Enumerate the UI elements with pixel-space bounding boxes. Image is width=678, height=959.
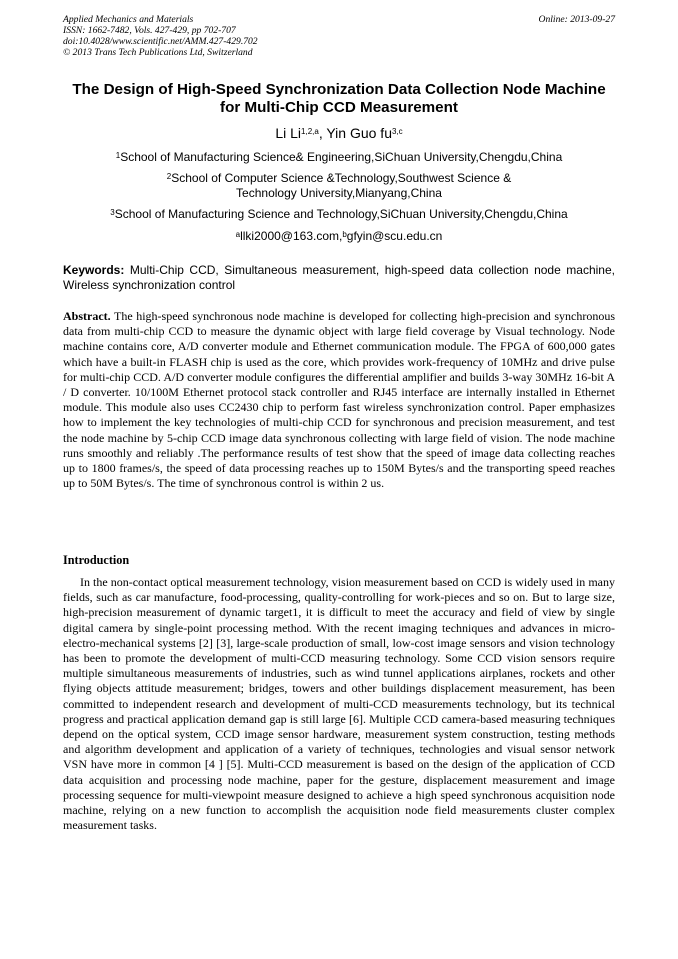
affiliation-text: School of Manufacturing Science and Technology,SiChuan University,Chengdu,China: [114, 207, 568, 221]
affiliation-text: School of Manufacturing Science& Engineering,SiChuan University,Chengdu,China: [120, 150, 563, 164]
abstract-text: The high-speed synchronous node machine is developed for collecting high-precision and synchronous data from multi-chip CCD to measure the dynamic object with large field coverage by Visual technology. Node machine contains core, A/D converter module and Ethernet communication module. The FPGA of 600,000 gates which have a built-in FLASH chip is used as the core, which provides work-frequency of 10MHz and drive pulse for multi-chip CCD. A/D converter module configures the differential amplifier and builds 3-way 30MHz 16-bit A / D converter. 10/100M Ethernet protocol stack controller and RJ45 interface are internally installed in Ethernet module. This module also uses CC2430 chip to perform fast wireless synchronization control. Paper emphasizes how to implement the key technologies of multi-chip CCD for synchronous and precision measurement, and test the node machine by 5-chip CCD image data synchronous collecting with large field of vision. The node machine runs smoothly and reliably .The performance results of test show that the speed of image data collecting reaches up to 1800 frames/s, the speed of data processing reaches up to 150M Bytes/s and the transporting speed reaches up to 50M Bytes/s. The time of synchronous control is within 2 us.: [63, 309, 615, 491]
affiliation-mark: 2: [166, 172, 172, 181]
author-affiliation-mark: 1,2,a: [301, 127, 319, 136]
journal-header: [63, 14, 615, 58]
keywords-text: Multi-Chip CCD, Simultaneous measurement, high-speed data collection node machine, Wireless synchronization control: [63, 263, 615, 292]
abstract-label: Abstract.: [63, 309, 111, 323]
email-mark: a: [235, 230, 241, 239]
email-address: gfyin@scu.edu.cn: [346, 229, 443, 243]
doi-line: doi:10.4028/www.scientific.net/AMM.427-429.702: [63, 36, 258, 47]
author-emails: [63, 229, 615, 244]
copyright-line: © 2013 Trans Tech Publications Ltd, Switzerland: [63, 47, 253, 58]
affiliation-text: School of Computer Science &Technology,Southwest Science & Technology University,Mianyang,China: [171, 171, 512, 200]
email-mark: b: [342, 230, 347, 239]
author-affiliation-mark: 3,c: [391, 127, 403, 136]
affiliation-1: [63, 150, 615, 165]
affiliation-mark: 3: [110, 208, 115, 217]
affiliation-3: [63, 207, 615, 222]
paper-title: The Design of High-Speed Synchronization Data Collection Node Machine for Multi-Chip CCD Measurement: [72, 81, 606, 116]
issn-line: ISSN: 1662-7482, Vols. 427-429, pp 702-707: [63, 25, 236, 36]
keywords-paragraph: [63, 263, 615, 293]
introduction-paragraph: In the non-contact optical measurement technology, vision measurement based on CCD is widely used in many fields, such as car manufacture, food-processing, quality-controlling for work-pieces and so on. But to large size, high-precision measurement of dynamic target1, it is difficult to meet the accuracy and field of view by single digital camera by single-point processing method. With the recent imaging techniques and advances in micro-electro-mechanical systems [2] [3], large-scale production of small, low-cost image sensors and vision technology has been to promote the development of multi-CCD measuring technology. Some CCD vision sensors require multiple simultaneous measurements of industries, such as wind tunnel applications airplanes, rockets and other flying objects attitude measurement; bridges, towers and other buildings displacement measurement, has been committed to independent research and development of multi-CCD measurements technology, but its technical progress and practical application demand gap is still large [6]. Multiple CCD camera-based measuring techniques depend on the optical system, CCD image sensor hardware, measurement system construction, testing methods and algorithm development and application of a variety of techniques, technologies and visual sensor network VSN have more in common [4 ] [5]. Multi-CCD measurement is based on the design of the application of CCD data acquisition and processing node machine, paper for the gesture, displacement measurement and image processing sequence for multi-viewpoint measure designed to achieve a high speed synchronous acquisition node machine, relying on a new function to accomplish the acquisition node field measurements cluster complex measurement tasks.: [63, 575, 615, 833]
author-separator: ,: [318, 125, 327, 141]
author-name: Yin Guo fu: [326, 125, 392, 141]
abstract-paragraph: [63, 309, 615, 491]
affiliation-2: [138, 171, 540, 201]
online-date: Online: 2013-09-27: [538, 14, 615, 25]
email-address: llki2000@163.com,: [240, 229, 343, 243]
author-name: Li Li: [275, 125, 302, 141]
keywords-label: Keywords:: [63, 263, 125, 277]
section-heading-introduction: Introduction: [63, 553, 130, 567]
affiliation-mark: 1: [115, 151, 121, 160]
author-line: [63, 125, 615, 142]
journal-name: Applied Mechanics and Materials: [63, 14, 194, 25]
